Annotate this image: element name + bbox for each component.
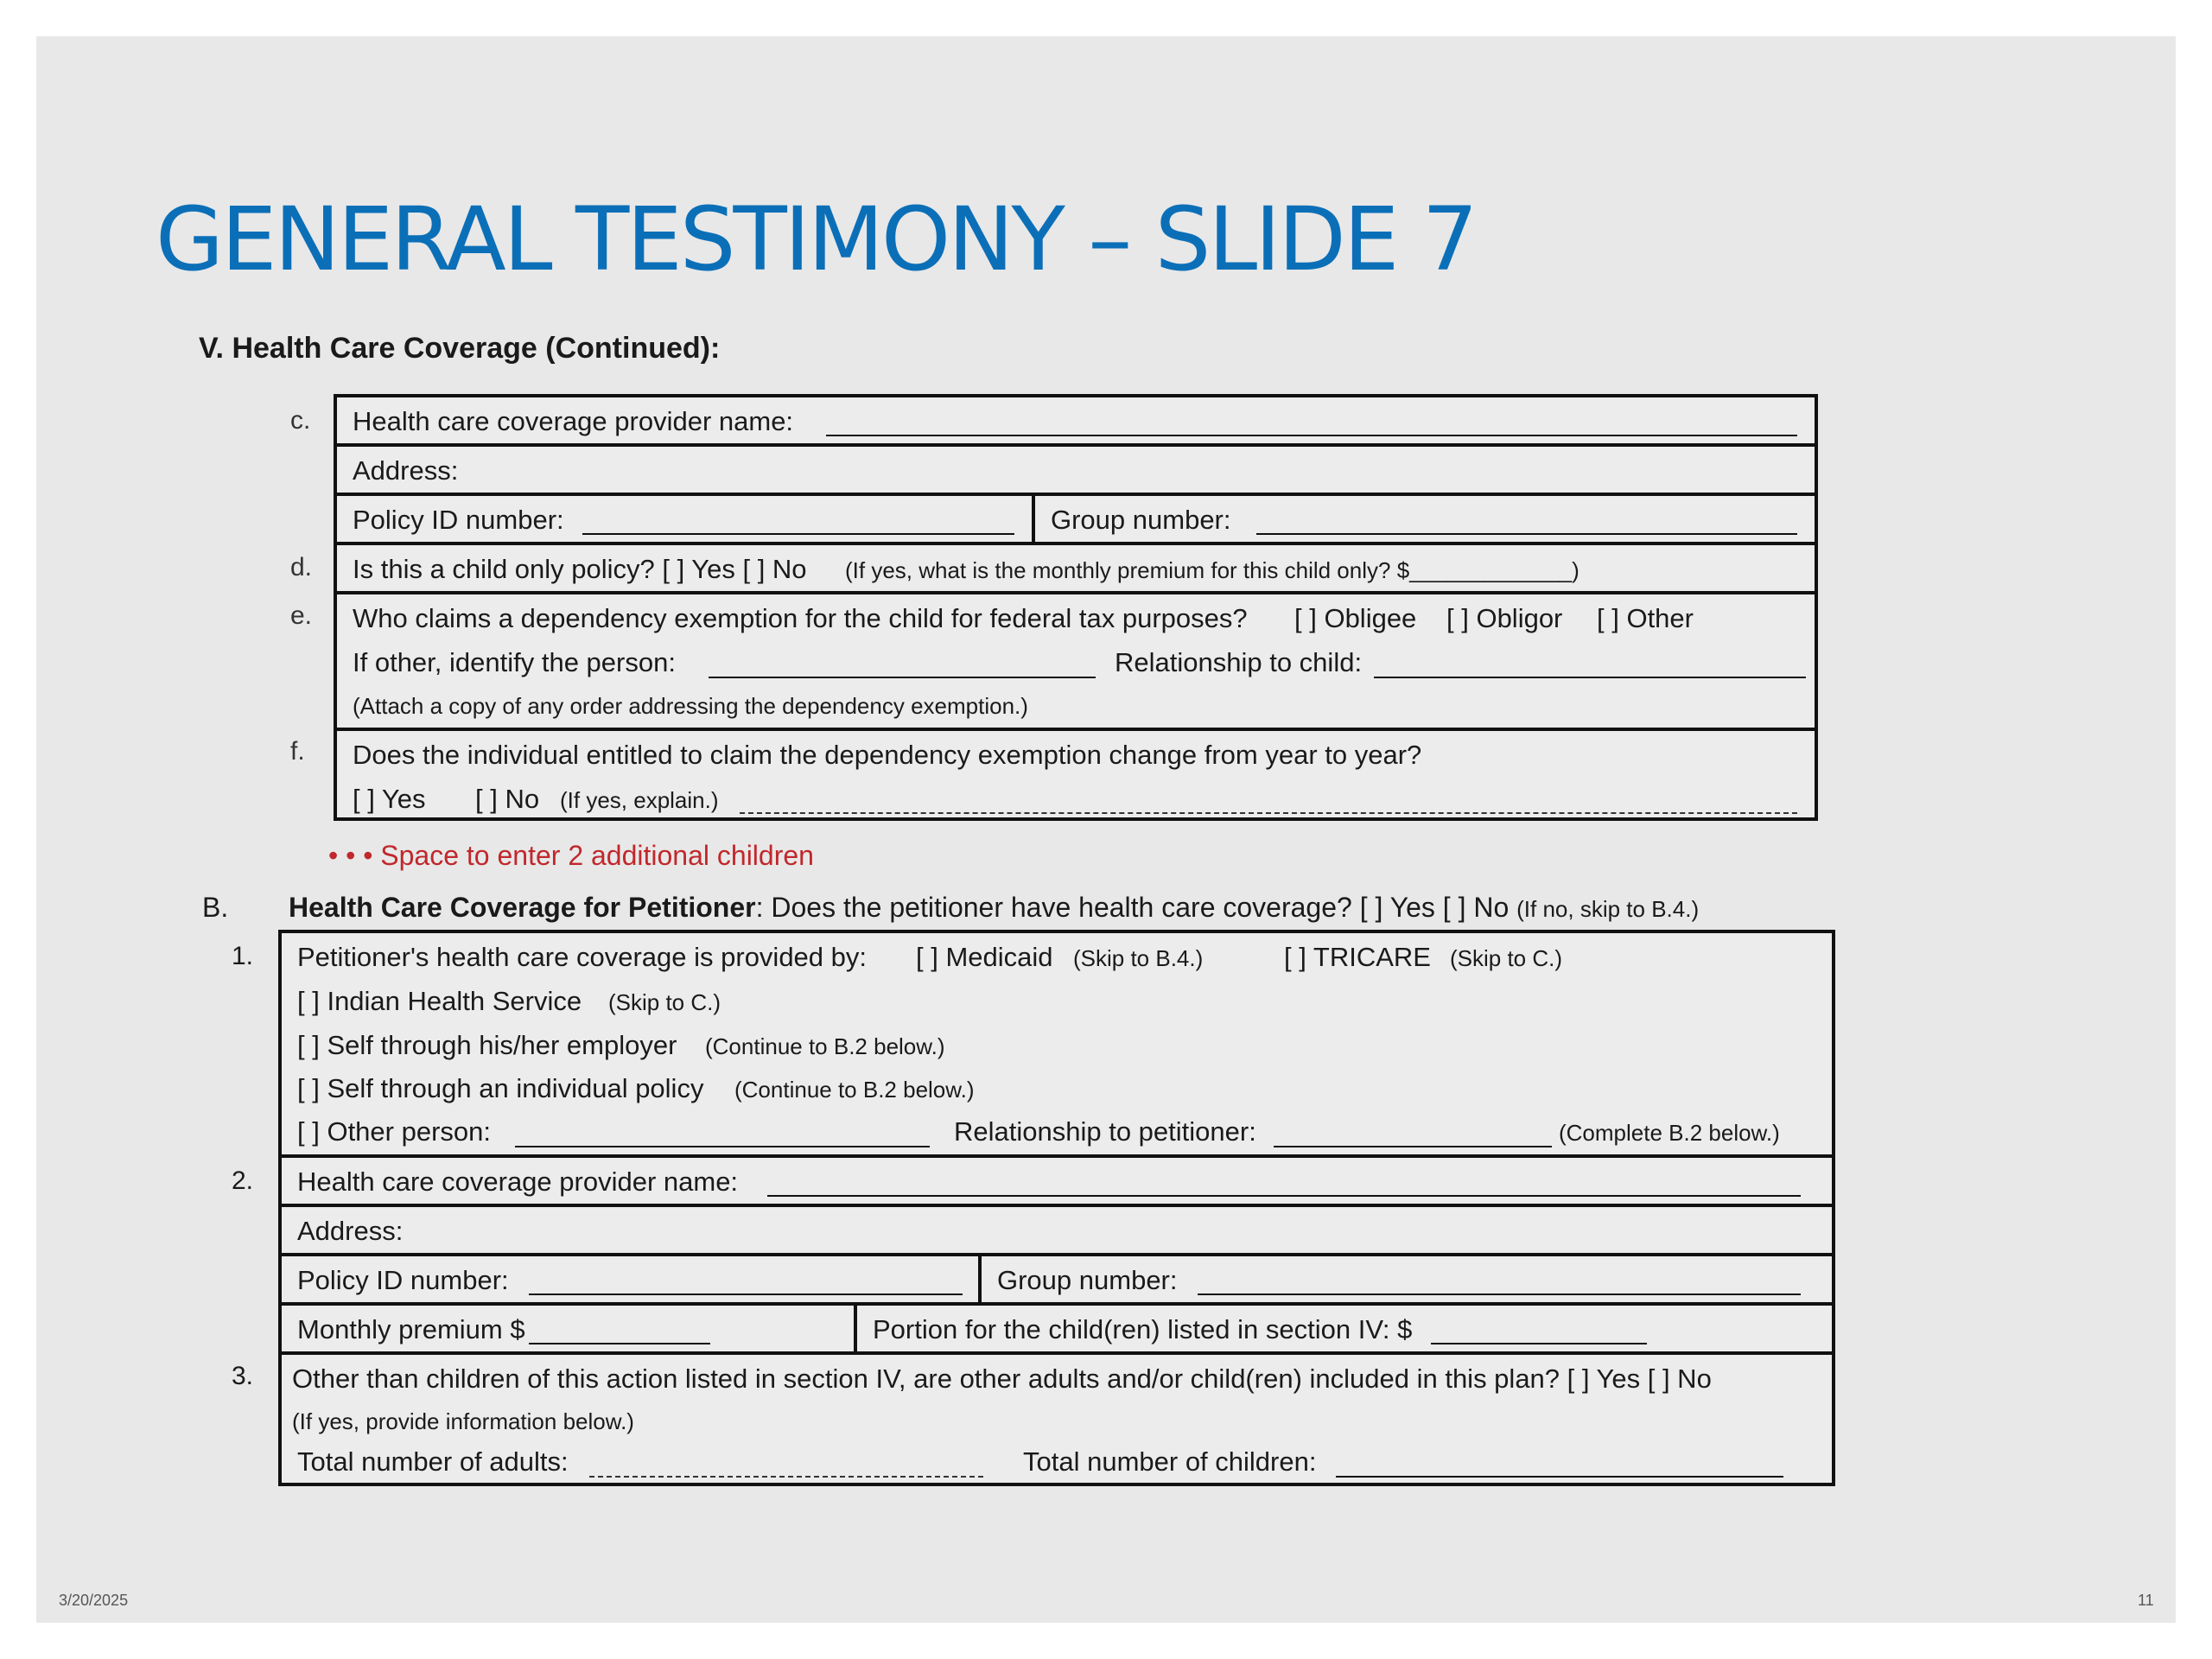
b1-individual-note: (Continue to B.2 below.)	[734, 1077, 975, 1103]
section-v-form	[334, 394, 1818, 821]
item-num-2: 2.	[232, 1166, 254, 1195]
c-address-row	[337, 447, 1815, 496]
section-b-heading-bold: Health Care Coverage for Petitioner	[289, 892, 756, 923]
e-row	[337, 594, 1815, 731]
item-num-3: 3.	[232, 1362, 254, 1390]
b3-adults-label: Total number of adults:	[297, 1446, 569, 1477]
b1-other-field[interactable]	[515, 1146, 930, 1147]
e-identify-label: If other, identify the person:	[353, 647, 676, 677]
b1-tricare-note: (Skip to C.)	[1450, 945, 1563, 971]
slide-page-number: 11	[2138, 1592, 2154, 1609]
additional-children-note: • • • Space to enter 2 additional children	[328, 840, 814, 871]
b1-complete-note: (Complete B.2 below.)	[1559, 1120, 1780, 1146]
b3-children-label: Total number of children:	[1023, 1446, 1317, 1477]
b2-monthly-premium-field[interactable]	[529, 1343, 710, 1344]
b1-row	[282, 933, 1832, 1158]
b1-relationship-field[interactable]	[1274, 1146, 1552, 1147]
e-question: Who claims a dependency exemption for the child for federal tax purposes?	[353, 603, 1248, 633]
b1-ihs-note: (Skip to C.)	[608, 989, 721, 1015]
section-b-question: : Does the petitioner have health care coverage? [ ] Yes [ ] No	[755, 892, 1510, 923]
b2-premium-row	[282, 1306, 1832, 1355]
b1-employer[interactable]: [ ] Self through his/her employer	[297, 1030, 677, 1060]
b2-policy-id-field[interactable]	[529, 1294, 963, 1295]
b1-relationship-label: Relationship to petitioner:	[954, 1116, 1256, 1147]
item-letter-f: f.	[290, 737, 305, 766]
b2-address-label: Address:	[297, 1216, 404, 1246]
b2-group-number-field[interactable]	[1198, 1294, 1801, 1295]
b1-medicaid-note: (Skip to B.4.)	[1073, 945, 1204, 971]
section-b-form	[278, 930, 1835, 1486]
divider	[978, 1256, 982, 1302]
item-num-1: 1.	[232, 942, 254, 970]
b2-provider-label: Health care coverage provider name:	[297, 1166, 739, 1197]
b2-provider-field[interactable]	[767, 1195, 1801, 1197]
c-group-number-field[interactable]	[1256, 533, 1797, 535]
b2-portion-label: Portion for the child(ren) listed in section IV: $	[873, 1314, 1413, 1344]
e-option-obligor[interactable]: [ ] Obligor	[1446, 603, 1563, 633]
c-policy-row	[337, 496, 1815, 545]
b3-question: Other than children of this action listed in section IV, are other adults and/or child(ren) included in this plan? [ ] Yes [ ] No	[292, 1363, 1712, 1394]
c-policy-id-field[interactable]	[582, 533, 1014, 535]
b1-ihs[interactable]: [ ] Indian Health Service	[297, 986, 582, 1016]
f-explain-note: (If yes, explain.)	[560, 787, 719, 813]
c-provider-label: Health care coverage provider name:	[353, 406, 794, 436]
b2-policy-id-label: Policy ID number:	[297, 1265, 509, 1295]
b2-portion-field[interactable]	[1431, 1343, 1647, 1344]
b1-other[interactable]: [ ] Other person:	[297, 1116, 491, 1147]
section-b-heading	[289, 892, 1699, 924]
item-letter-d: d.	[290, 553, 313, 582]
e-option-obligee[interactable]: [ ] Obligee	[1294, 603, 1417, 633]
section-b-letter: B.	[202, 892, 229, 923]
c-provider-row	[337, 397, 1815, 447]
f-yes[interactable]: [ ] Yes	[353, 784, 426, 814]
b1-employer-note: (Continue to B.2 below.)	[705, 1033, 945, 1059]
f-no[interactable]: [ ] No	[475, 784, 540, 814]
slide-title: GENERAL TESTIMONY – SLIDE 7	[156, 188, 1476, 291]
divider	[854, 1306, 857, 1351]
slide-date: 3/20/2025	[59, 1592, 129, 1609]
item-letter-c: c.	[290, 406, 311, 435]
divider	[1032, 496, 1035, 542]
b1-tricare[interactable]: [ ] TRICARE	[1284, 942, 1431, 972]
e-relationship-label: Relationship to child:	[1115, 647, 1363, 677]
item-letter-e: e.	[290, 601, 313, 630]
b1-medicaid[interactable]: [ ] Medicaid	[916, 942, 1053, 972]
e-relationship-field[interactable]	[1374, 677, 1806, 678]
b1-intro: Petitioner's health care coverage is provided by:	[297, 942, 868, 972]
e-option-other[interactable]: [ ] Other	[1597, 603, 1694, 633]
d-row	[337, 545, 1815, 594]
f-row	[337, 731, 1815, 821]
d-question: Is this a child only policy? [ ] Yes [ ] No	[353, 554, 807, 584]
b3-row	[282, 1355, 1832, 1486]
e-attach-note: (Attach a copy of any order addressing the dependency exemption.)	[353, 693, 1028, 719]
b3-note: (If yes, provide information below.)	[292, 1408, 634, 1434]
b3-children-field[interactable]	[1336, 1476, 1783, 1478]
f-question: Does the individual entitled to claim the dependency exemption change from year to year?	[353, 740, 1422, 770]
f-explain-field[interactable]	[740, 812, 1797, 814]
e-identify-field[interactable]	[709, 677, 1096, 678]
section-b-skip-note: (If no, skip to B.4.)	[1516, 896, 1700, 922]
b1-individual[interactable]: [ ] Self through an individual policy	[297, 1073, 704, 1103]
b2-group-number-label: Group number:	[997, 1265, 1178, 1295]
c-group-number-label: Group number:	[1051, 505, 1231, 535]
b2-monthly-premium-label: Monthly premium $	[297, 1314, 525, 1344]
c-address-label: Address:	[353, 455, 459, 486]
b3-adults-field[interactable]	[589, 1476, 983, 1478]
b2-policy-row	[282, 1256, 1832, 1306]
b2-provider-row	[282, 1158, 1832, 1207]
c-provider-field[interactable]	[826, 435, 1797, 436]
d-note: (If yes, what is the monthly premium for this child only? $_____________)	[845, 557, 1580, 583]
section-v-heading: V. Health Care Coverage (Continued):	[199, 332, 721, 365]
c-policy-id-label: Policy ID number:	[353, 505, 564, 535]
b2-address-row	[282, 1207, 1832, 1256]
